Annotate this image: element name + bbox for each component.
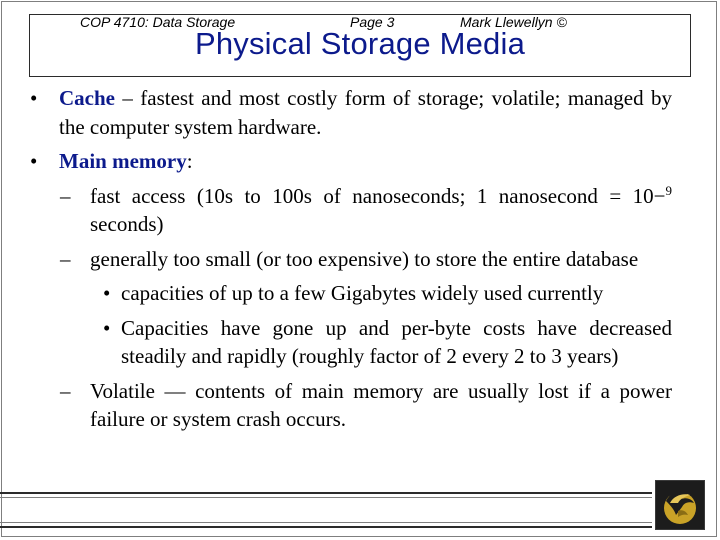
bullet-marker: • bbox=[103, 281, 111, 305]
term-cache: Cache bbox=[59, 86, 115, 110]
pegasus-logo-icon bbox=[655, 480, 705, 530]
sub-item-volatile bbox=[30, 377, 672, 434]
slide-body bbox=[30, 84, 672, 440]
sub-sub-item-costs-text: Capacities have gone up and per-byte costs have decreased steadily and rapidly (roughly factor of 2 every 2 to 3 years) bbox=[121, 315, 672, 368]
bullet-main-memory bbox=[30, 147, 672, 176]
sub-sub-item-costs bbox=[30, 314, 672, 371]
footer-author: Mark Llewellyn © bbox=[460, 14, 567, 30]
sub-sub-item-capacities bbox=[30, 279, 672, 308]
bullet-marker: • bbox=[30, 86, 38, 110]
sub-item-fast-access bbox=[30, 182, 672, 239]
bullet-cache-text: – fastest and most costly form of storage; volatile; managed by the computer system hardware. bbox=[59, 86, 672, 139]
sub-item-fast-access-text: fast access (10s to 100s of nanoseconds; 1 nanosecond = 10− bbox=[90, 183, 666, 208]
bullet-marker: • bbox=[103, 315, 111, 340]
footer-bar bbox=[0, 492, 652, 528]
exponent: 9 bbox=[665, 182, 672, 198]
dash-marker: – bbox=[60, 183, 71, 208]
footer-course: COP 4710: Data Storage bbox=[80, 14, 236, 30]
bullet-main-memory-text: : bbox=[186, 149, 193, 173]
sub-item-too-small-text: generally too small (or too expensive) to store the entire database bbox=[90, 246, 639, 271]
bullet-cache bbox=[30, 84, 672, 141]
dash-marker: – bbox=[60, 378, 71, 403]
slide-title: Physical Storage Media bbox=[194, 25, 526, 61]
footer-page: Page 3 bbox=[350, 14, 395, 30]
sub-item-too-small bbox=[30, 245, 672, 274]
footer-inner-rule bbox=[0, 497, 652, 523]
sub-item-volatile-text: Volatile — contents of main memory are usually lost if a power failure or system crash occurs. bbox=[90, 378, 672, 431]
bullet-marker: • bbox=[30, 149, 38, 173]
dash-marker: – bbox=[60, 246, 71, 271]
term-main-memory: Main memory bbox=[59, 149, 187, 173]
sub-item-fast-access-tail: seconds) bbox=[90, 212, 164, 236]
sub-sub-item-capacities-text: capacities of up to a few Gigabytes widely used currently bbox=[121, 281, 604, 305]
